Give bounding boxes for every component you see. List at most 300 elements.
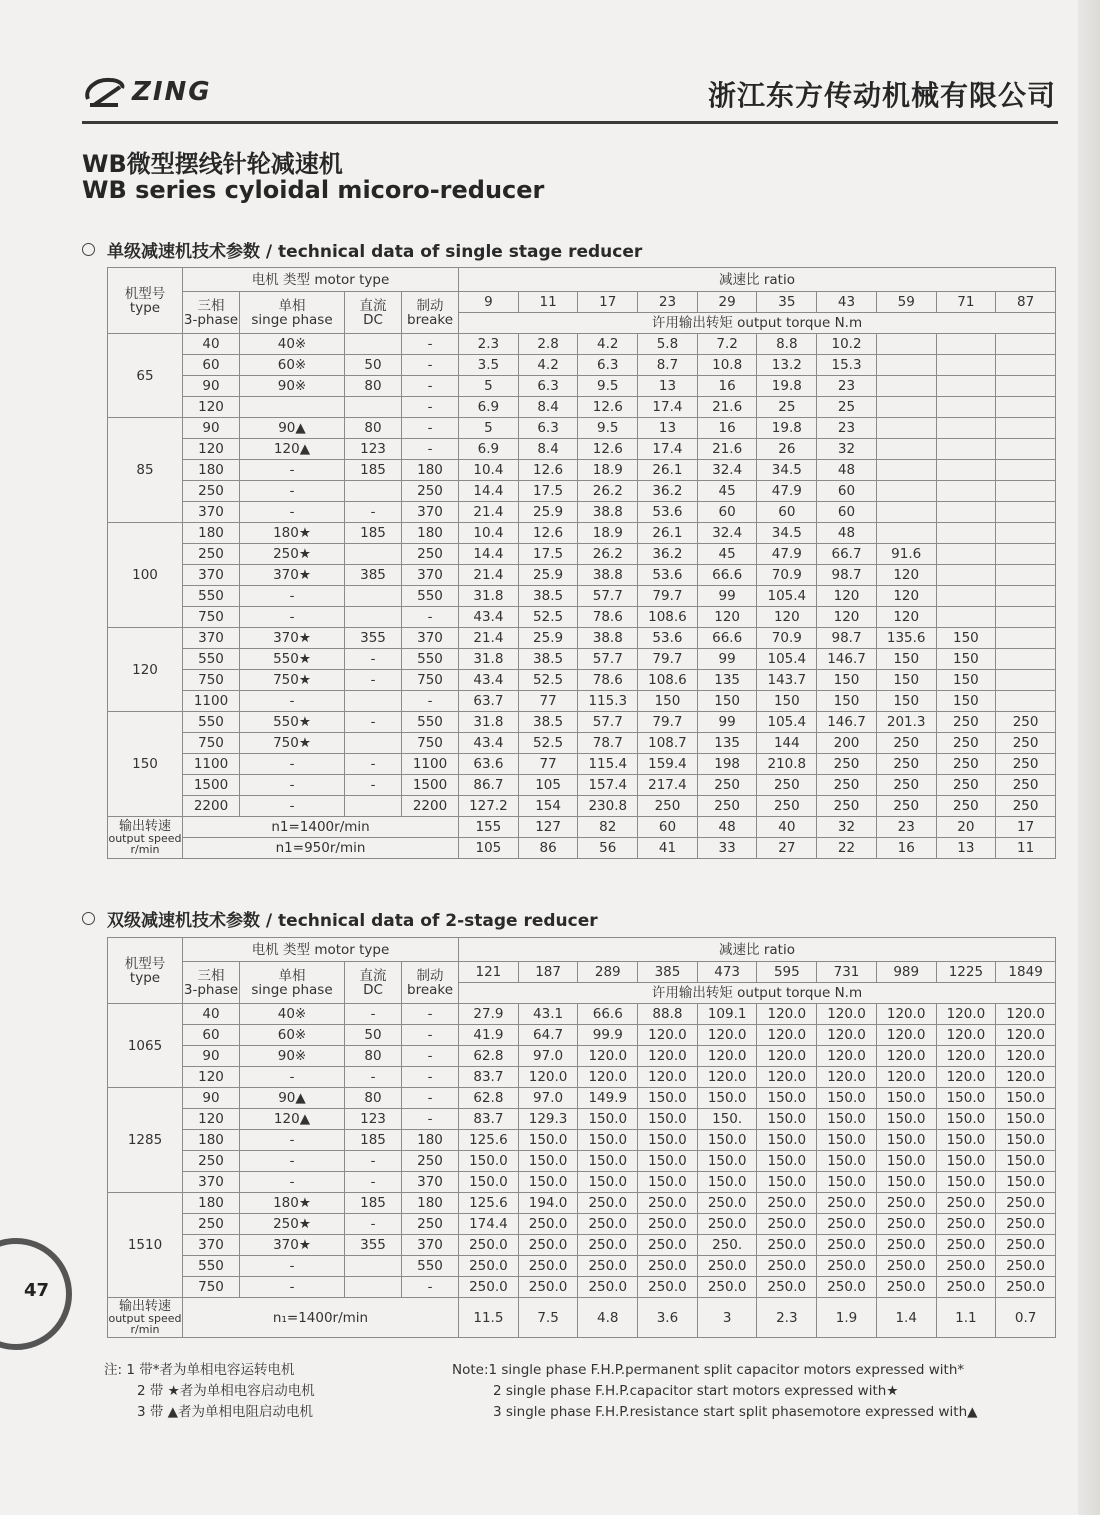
brake-cell: - <box>402 334 459 355</box>
torque-cell: 21.4 <box>459 565 519 586</box>
header-model-en: type <box>129 969 161 986</box>
torque-cell: 25 <box>757 397 817 418</box>
torque-cell: 66.6 <box>697 565 757 586</box>
torque-cell: 250.0 <box>518 1214 578 1235</box>
single-phase-cell: - <box>240 754 345 775</box>
torque-cell <box>876 502 936 523</box>
three-phase-cell: 60 <box>183 355 240 376</box>
torque-cell <box>876 334 936 355</box>
torque-cell: 120.0 <box>757 1046 817 1067</box>
ratio-value: 87 <box>996 292 1056 313</box>
ratio-value: 35 <box>757 292 817 313</box>
torque-cell <box>996 334 1056 355</box>
section-heading-two-stage <box>82 906 598 931</box>
ratio-value: 29 <box>697 292 757 313</box>
torque-cell: 150.0 <box>996 1130 1056 1151</box>
single-phase-cell: - <box>240 1130 345 1151</box>
torque-cell: 250.0 <box>876 1235 936 1256</box>
torque-cell: 64.7 <box>518 1025 578 1046</box>
torque-cell: 32.4 <box>697 460 757 481</box>
torque-cell: 150.0 <box>578 1109 638 1130</box>
torque-cell: 79.7 <box>638 712 698 733</box>
torque-cell: 53.6 <box>638 628 698 649</box>
brake-cell: 250 <box>402 1151 459 1172</box>
torque-cell: 250.0 <box>697 1277 757 1298</box>
ratio-value: 385 <box>638 962 698 983</box>
torque-cell: 6.9 <box>459 397 519 418</box>
three-phase-cell: 370 <box>183 1235 240 1256</box>
torque-cell: 47.9 <box>757 544 817 565</box>
torque-cell: 150.0 <box>936 1151 996 1172</box>
torque-cell: 250.0 <box>996 1214 1056 1235</box>
table-row <box>108 1151 1056 1172</box>
torque-cell: 150 <box>817 691 877 712</box>
torque-cell: 146.7 <box>817 712 877 733</box>
header-brake <box>402 962 459 1004</box>
torque-cell: 120.0 <box>996 1004 1056 1025</box>
speed-value: 17 <box>996 817 1056 838</box>
torque-cell: 250.0 <box>518 1256 578 1277</box>
three-phase-cell: 550 <box>183 1256 240 1277</box>
header-single-phase-cn: 单相 <box>278 297 306 314</box>
dc-cell <box>345 481 402 502</box>
table-row <box>108 1004 1056 1025</box>
torque-cell: 52.5 <box>518 670 578 691</box>
brake-cell: 370 <box>402 565 459 586</box>
torque-cell: 150.0 <box>518 1172 578 1193</box>
torque-cell: 250.0 <box>459 1256 519 1277</box>
torque-cell: 99.9 <box>578 1025 638 1046</box>
torque-cell: 32 <box>817 439 877 460</box>
brake-cell: - <box>402 691 459 712</box>
torque-cell <box>936 502 996 523</box>
speed-row <box>108 838 1056 859</box>
brake-cell: - <box>402 1004 459 1025</box>
torque-cell: 150.0 <box>996 1109 1056 1130</box>
brake-cell: 1100 <box>402 754 459 775</box>
speed-value: 22 <box>817 838 877 859</box>
torque-cell: 12.6 <box>518 523 578 544</box>
single-phase-cell: - <box>240 1256 345 1277</box>
three-phase-cell: 180 <box>183 1130 240 1151</box>
torque-cell: 32.4 <box>697 523 757 544</box>
torque-cell: 70.9 <box>757 565 817 586</box>
dc-cell: 355 <box>345 1235 402 1256</box>
torque-cell: 250.0 <box>518 1277 578 1298</box>
torque-cell: 250.0 <box>876 1193 936 1214</box>
brake-cell: 250 <box>402 1214 459 1235</box>
torque-cell: 120.0 <box>996 1046 1056 1067</box>
model-cell: 100 <box>108 523 183 628</box>
header-model-type <box>108 268 183 334</box>
header-model-type <box>108 938 183 1004</box>
torque-cell <box>996 607 1056 628</box>
torque-cell: 194.0 <box>518 1193 578 1214</box>
speed-value: 40 <box>757 817 817 838</box>
ratio-value: 11 <box>518 292 578 313</box>
dc-cell: 185 <box>345 1193 402 1214</box>
torque-cell: 120.0 <box>757 1025 817 1046</box>
table-row <box>108 523 1056 544</box>
torque-cell <box>936 397 996 418</box>
torque-cell: 10.4 <box>459 460 519 481</box>
torque-cell: 250 <box>996 733 1056 754</box>
torque-cell: 6.3 <box>518 376 578 397</box>
torque-cell: 159.4 <box>638 754 698 775</box>
three-phase-cell: 90 <box>183 1046 240 1067</box>
single-phase-cell: 60※ <box>240 355 345 376</box>
torque-cell: 66.6 <box>697 628 757 649</box>
torque-cell: 27.9 <box>459 1004 519 1025</box>
output-speed-en: output speed <box>108 1312 182 1325</box>
torque-cell: 150.0 <box>518 1130 578 1151</box>
three-phase-cell: 750 <box>183 670 240 691</box>
dc-cell: - <box>345 1004 402 1025</box>
torque-cell: 150.0 <box>936 1172 996 1193</box>
torque-cell <box>996 670 1056 691</box>
torque-cell: 250.0 <box>578 1214 638 1235</box>
torque-cell: 23 <box>817 418 877 439</box>
notes-en <box>452 1360 978 1423</box>
single-phase-cell: - <box>240 1067 345 1088</box>
torque-cell: 200 <box>817 733 877 754</box>
ratio-value: 59 <box>876 292 936 313</box>
ratio-value: 731 <box>817 962 877 983</box>
torque-cell: 250.0 <box>996 1277 1056 1298</box>
brake-cell: - <box>402 1109 459 1130</box>
brake-cell: 250 <box>402 544 459 565</box>
ratio-value: 43 <box>817 292 877 313</box>
three-phase-cell: 1500 <box>183 775 240 796</box>
model-cell: 85 <box>108 418 183 523</box>
speed-value: 48 <box>697 817 757 838</box>
table-row <box>108 544 1056 565</box>
brake-cell: - <box>402 1067 459 1088</box>
torque-cell: 250.0 <box>757 1214 817 1235</box>
torque-cell: 120.0 <box>817 1067 877 1088</box>
single-phase-cell: 550★ <box>240 649 345 670</box>
brake-cell: - <box>402 1277 459 1298</box>
torque-cell: 250 <box>936 796 996 817</box>
single-phase-cell: - <box>240 1277 345 1298</box>
header-brake <box>402 292 459 334</box>
three-phase-cell: 40 <box>183 1004 240 1025</box>
torque-cell: 97.0 <box>518 1046 578 1067</box>
torque-cell: 150.0 <box>876 1151 936 1172</box>
torque-cell: 210.8 <box>757 754 817 775</box>
header-3phase-cn: 三相 <box>197 967 225 984</box>
torque-cell: 21.6 <box>697 439 757 460</box>
speed-row <box>108 817 1056 838</box>
speed-value: 4.8 <box>578 1298 638 1338</box>
note-cn-2: 2 带 ★者为单相电容启动电机 <box>137 1383 315 1399</box>
single-phase-cell: 90※ <box>240 1046 345 1067</box>
torque-cell: 31.8 <box>459 712 519 733</box>
torque-cell: 120.0 <box>578 1046 638 1067</box>
torque-cell: 120.0 <box>578 1067 638 1088</box>
dc-cell: 80 <box>345 1046 402 1067</box>
torque-cell: 250 <box>876 754 936 775</box>
torque-cell: 250.0 <box>757 1277 817 1298</box>
output-speed-label <box>108 1298 183 1338</box>
torque-cell: 78.6 <box>578 670 638 691</box>
torque-cell: 250 <box>936 754 996 775</box>
output-speed-cn: 输出转速 <box>118 1299 171 1314</box>
torque-cell: 250.0 <box>578 1193 638 1214</box>
torque-cell: 25 <box>817 397 877 418</box>
model-cell: 65 <box>108 334 183 418</box>
torque-cell: 250 <box>697 775 757 796</box>
single-phase-cell: 250★ <box>240 544 345 565</box>
torque-cell: 125.6 <box>459 1193 519 1214</box>
torque-cell: 38.5 <box>518 712 578 733</box>
torque-cell <box>936 481 996 502</box>
torque-cell: 120.0 <box>996 1067 1056 1088</box>
speed-value: 86 <box>518 838 578 859</box>
dc-cell <box>345 607 402 628</box>
torque-cell: 83.7 <box>459 1109 519 1130</box>
torque-cell: 154 <box>518 796 578 817</box>
torque-cell: 250.0 <box>459 1235 519 1256</box>
dc-cell: - <box>345 1067 402 1088</box>
torque-cell: 23 <box>817 376 877 397</box>
table-row <box>108 1214 1056 1235</box>
torque-cell: 250.0 <box>817 1235 877 1256</box>
header-brake-en: breake <box>407 981 454 998</box>
three-phase-cell: 250 <box>183 1151 240 1172</box>
torque-cell: 120.0 <box>518 1067 578 1088</box>
three-phase-cell: 750 <box>183 607 240 628</box>
header-single-phase-cn: 单相 <box>278 967 306 984</box>
torque-cell: 125.6 <box>459 1130 519 1151</box>
single-phase-cell: 40※ <box>240 334 345 355</box>
dc-cell: 355 <box>345 628 402 649</box>
torque-cell: 250 <box>876 775 936 796</box>
torque-cell: 129.3 <box>518 1109 578 1130</box>
dc-cell: 80 <box>345 376 402 397</box>
torque-cell: 150 <box>936 649 996 670</box>
torque-cell: 250 <box>936 775 996 796</box>
header-3phase-en: 3-phase <box>183 311 239 328</box>
torque-cell: 17.4 <box>638 439 698 460</box>
header-dc <box>345 292 402 334</box>
three-phase-cell: 60 <box>183 1025 240 1046</box>
section-heading-single-stage <box>82 237 642 262</box>
torque-cell: 19.8 <box>757 376 817 397</box>
torque-cell: 120.0 <box>936 1046 996 1067</box>
torque-cell: 150.0 <box>996 1088 1056 1109</box>
brake-cell: - <box>402 1088 459 1109</box>
torque-cell: 250.0 <box>996 1193 1056 1214</box>
torque-cell <box>876 481 936 502</box>
torque-cell <box>996 397 1056 418</box>
torque-cell: 17.5 <box>518 544 578 565</box>
torque-cell <box>936 607 996 628</box>
torque-cell: 150.0 <box>638 1151 698 1172</box>
torque-cell: 4.2 <box>578 334 638 355</box>
torque-cell: 250.0 <box>936 1193 996 1214</box>
torque-cell: 120 <box>817 586 877 607</box>
ratio-value: 595 <box>757 962 817 983</box>
torque-cell <box>936 376 996 397</box>
ratio-value: 23 <box>638 292 698 313</box>
single-phase-cell: - <box>240 481 345 502</box>
torque-cell: 105.4 <box>757 712 817 733</box>
header-3phase <box>183 962 240 1004</box>
note-cn-1: 注: 1 带*者为单相电容运转电机 <box>104 1362 295 1378</box>
torque-cell: 53.6 <box>638 502 698 523</box>
torque-cell: 250.0 <box>638 1277 698 1298</box>
single-stage-table <box>107 267 1056 859</box>
torque-cell: 150 <box>936 670 996 691</box>
torque-cell: 45 <box>697 481 757 502</box>
dc-cell: 185 <box>345 460 402 481</box>
torque-cell: 25.9 <box>518 628 578 649</box>
torque-cell: 47.9 <box>757 481 817 502</box>
header-ratio: 减速比 ratio <box>459 938 1056 962</box>
torque-cell: 250 <box>996 754 1056 775</box>
table-row <box>108 712 1056 733</box>
dc-cell: 50 <box>345 355 402 376</box>
table-row <box>108 733 1056 754</box>
torque-cell <box>996 628 1056 649</box>
torque-cell: 150.0 <box>638 1088 698 1109</box>
three-phase-cell: 2200 <box>183 796 240 817</box>
torque-cell: 62.8 <box>459 1046 519 1067</box>
torque-cell: 14.4 <box>459 544 519 565</box>
torque-cell: 8.4 <box>518 439 578 460</box>
model-cell: 150 <box>108 712 183 817</box>
speed-value: 16 <box>876 838 936 859</box>
table-row <box>108 586 1056 607</box>
torque-cell: 127.2 <box>459 796 519 817</box>
brake-cell: 250 <box>402 481 459 502</box>
three-phase-cell: 120 <box>183 1109 240 1130</box>
torque-cell: 120.0 <box>876 1067 936 1088</box>
header-3phase <box>183 292 240 334</box>
torque-cell: 250 <box>996 796 1056 817</box>
torque-cell: 150.0 <box>936 1130 996 1151</box>
table-row <box>108 355 1056 376</box>
table-row <box>108 481 1056 502</box>
torque-cell: 120.0 <box>817 1046 877 1067</box>
three-phase-cell: 180 <box>183 460 240 481</box>
brake-cell: - <box>402 418 459 439</box>
torque-cell: 38.8 <box>578 502 638 523</box>
input-speed-label: n1=1400r/min <box>183 817 459 838</box>
torque-cell: 150.0 <box>518 1151 578 1172</box>
torque-cell: 174.4 <box>459 1214 519 1235</box>
torque-cell: 250.0 <box>936 1214 996 1235</box>
single-phase-cell <box>240 397 345 418</box>
header-single-phase-en: singe phase <box>251 981 333 998</box>
single-phase-cell: 90▲ <box>240 418 345 439</box>
speed-row <box>108 1298 1056 1338</box>
torque-cell: 120.0 <box>817 1004 877 1025</box>
output-speed-en: output speed <box>108 832 182 845</box>
torque-cell: 12.6 <box>518 460 578 481</box>
torque-cell: 120 <box>697 607 757 628</box>
header-motor-type: 电机 类型 motor type <box>183 268 459 292</box>
three-phase-cell: 550 <box>183 712 240 733</box>
torque-cell: 250.0 <box>876 1214 936 1235</box>
speed-value: 1.4 <box>876 1298 936 1338</box>
speed-value: 127 <box>518 817 578 838</box>
torque-cell: 21.4 <box>459 628 519 649</box>
header-brake-cn: 制动 <box>416 297 444 314</box>
torque-cell: 150 <box>697 691 757 712</box>
single-phase-cell: - <box>240 607 345 628</box>
torque-cell: 6.3 <box>518 418 578 439</box>
torque-cell: 157.4 <box>578 775 638 796</box>
single-phase-cell: 120▲ <box>240 1109 345 1130</box>
torque-cell: 38.5 <box>518 649 578 670</box>
torque-cell: 250.0 <box>518 1235 578 1256</box>
dc-cell: - <box>345 712 402 733</box>
torque-cell: 99 <box>697 712 757 733</box>
table-row <box>108 376 1056 397</box>
table-row <box>108 775 1056 796</box>
note-cn-3: 3 带 ▲者为单相电阻启动电机 <box>137 1404 314 1420</box>
header-output-torque: 许用输出转矩 output torque N.m <box>459 313 1056 334</box>
speed-value: 82 <box>578 817 638 838</box>
torque-cell: 98.7 <box>817 628 877 649</box>
single-phase-cell: - <box>240 502 345 523</box>
dc-cell <box>345 334 402 355</box>
torque-cell: 26.1 <box>638 460 698 481</box>
table-row <box>108 1130 1056 1151</box>
torque-cell: 198 <box>697 754 757 775</box>
brake-cell: 550 <box>402 649 459 670</box>
two-stage-table <box>107 937 1056 1338</box>
torque-cell: 250.0 <box>817 1193 877 1214</box>
dc-cell <box>345 586 402 607</box>
torque-cell: 150 <box>936 691 996 712</box>
torque-cell: 91.6 <box>876 544 936 565</box>
torque-cell: 115.4 <box>578 754 638 775</box>
table-row <box>108 565 1056 586</box>
three-phase-cell: 250 <box>183 481 240 502</box>
torque-cell: 120.0 <box>697 1025 757 1046</box>
torque-cell <box>876 460 936 481</box>
torque-cell: 150.0 <box>578 1130 638 1151</box>
torque-cell: 120.0 <box>876 1046 936 1067</box>
torque-cell: 79.7 <box>638 649 698 670</box>
torque-cell <box>996 649 1056 670</box>
brake-cell: 750 <box>402 733 459 754</box>
torque-cell: 150.0 <box>757 1151 817 1172</box>
three-phase-cell: 370 <box>183 628 240 649</box>
torque-cell <box>996 355 1056 376</box>
table-row <box>108 1067 1056 1088</box>
torque-cell: 250 <box>697 796 757 817</box>
speed-value: 1.9 <box>817 1298 877 1338</box>
three-phase-cell: 550 <box>183 649 240 670</box>
torque-cell: 120.0 <box>936 1067 996 1088</box>
speed-value: 13 <box>936 838 996 859</box>
table-row <box>108 460 1056 481</box>
torque-cell: 120.0 <box>876 1025 936 1046</box>
table-row <box>108 1235 1056 1256</box>
table-row <box>108 670 1056 691</box>
brake-cell: - <box>402 607 459 628</box>
torque-cell: 43.4 <box>459 607 519 628</box>
speed-value: 1.1 <box>936 1298 996 1338</box>
torque-cell: 150.0 <box>817 1088 877 1109</box>
single-phase-cell: 750★ <box>240 733 345 754</box>
model-cell: 1285 <box>108 1088 183 1193</box>
dc-cell <box>345 691 402 712</box>
